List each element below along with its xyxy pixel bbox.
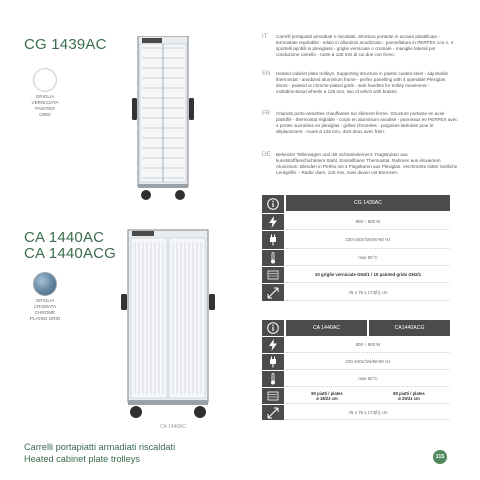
- lang-code-de: DE: [262, 152, 271, 158]
- info-icon: [262, 195, 284, 213]
- capacity-icon: [262, 388, 284, 404]
- plug-icon: [262, 231, 284, 249]
- spec1-header: CG 1439AC: [286, 195, 450, 211]
- spec2-temperature: max 80°C: [286, 371, 450, 387]
- spec-table-ca1440: [262, 320, 450, 420]
- spec1-capacity: 10 griglie verniciate GN2/1 / 10 painted grids GN2/1: [286, 267, 450, 283]
- model-title-ca1440ac: CA 1440AC: [24, 229, 105, 246]
- power-icon: [262, 214, 284, 230]
- dimensions-icon: [262, 284, 284, 301]
- painted-grid-swatch: [33, 68, 57, 92]
- model-title-cg1439ac: CG 1439AC: [24, 36, 107, 53]
- lang-code-en: EN: [262, 71, 271, 77]
- description-text-it: Carrelli portapiatti armadiati e riscaldati. Struttura portante in acciaio plastificato - termostato regolabile - telaio in alluminio anodizzato - pannellatura in PERFEX con n. 4 sportelli apribili in plexiglass - griglie verniciate o cromate - maniglie laterali per conduzione carrello - ruote ø 125 mm di cui due con freno.: [276, 34, 454, 58]
- footer-title-en: Heated cabinet plate trolleys: [24, 454, 140, 464]
- chrome-grid-label: GRIGLIA CROMATA CHROME PLATED GRID: [29, 298, 61, 321]
- thermometer-icon: [262, 371, 284, 387]
- description-text-fr: Chariots porte-assiettes chauffantes sur élément fermé. Structure portante en acier plastifié - thermostat réglable - corps en aluminium anodisé - panneaux en PERFEX avec 4 portes ouvrables en plexiglas - grilles chromées - poignées latérales pour le déplacement - roues ø 125 mm, dont deux avec frein.: [276, 111, 458, 135]
- spec2-voltage: 230-240V/1N/50-60 Hz: [286, 354, 450, 370]
- trolley-image-cg1439ac: [132, 36, 194, 202]
- lang-code-fr: FR: [262, 111, 270, 117]
- spec2-header-ca1440acg: CA1440ACG: [369, 320, 450, 336]
- thermometer-icon: [262, 250, 284, 266]
- spec1-temperature: max 80°C: [286, 250, 450, 266]
- footer-title-it: Carrelli portapiatti armadiati riscaldati: [24, 442, 176, 452]
- lang-code-it: IT: [262, 34, 268, 40]
- spec2-dimensions: 75 x 78 x 173(h) cm: [286, 405, 450, 420]
- spec2-capacity: [286, 388, 450, 404]
- spec1-dimensions: 75 x 78 x 173(h) cm: [286, 284, 450, 301]
- description-text-en: Heated cabinet plate trolleys. Supporting structure in plastic coated steel - adjustable thermostat - anodized aluminium frame - perfex panelling with 4 openable Plexiglas doors - painted or chrome-plated grids - side handles for trolley movement - multidirectional wheels ø 125 mm, two of which with brakes.: [276, 71, 449, 95]
- spec1-voltage: 230-240V/1N/50-60 Hz: [286, 231, 450, 249]
- power-icon: [262, 337, 284, 353]
- spec2-capacity-ca1440acg: 80 piatti / plates ø 25/31 cm: [393, 390, 425, 401]
- page-number-badge: 115: [433, 450, 447, 464]
- trolley-image-ca1440ac: [118, 228, 218, 420]
- spec1-power: 800 ÷ 800 W: [286, 214, 450, 230]
- description-text-de: Beheizter Tellerwagen und mit Schrankelement. Tragstruktur aus kunststoffbeschichtetem Stahl. Einstellbarer Thermostat. Rahmen aus eloxiertem Aluminium. Blenden in Perfex mit 4 Flügeltüren aus Plexiglas. Verchromte Gitter Seitliche Lenkgriffe. - Räder diam. 125 mm, zwei davon mit Bremsen.: [276, 152, 458, 176]
- painted-grid-label: GRIGLIA VERNICIATA PAINTED GRID: [31, 94, 59, 117]
- trolley-caption: CA 1440AC: [160, 424, 187, 430]
- plug-icon: [262, 354, 284, 370]
- chrome-grid-swatch: [33, 272, 57, 296]
- spec2-power: 800 ÷ 800 W: [286, 337, 450, 353]
- capacity-icon: [262, 267, 284, 283]
- dimensions-icon: [262, 405, 284, 420]
- spec2-header-ca1440ac: CA 1440AC: [286, 320, 367, 336]
- spec2-capacity-ca1440ac: 80 piatti / plates ø 18/23 cm: [311, 390, 343, 401]
- spec-table-cg1439ac: [262, 195, 450, 301]
- info-icon: [262, 320, 284, 336]
- model-title-ca1440acg: CA 1440ACG: [24, 245, 117, 262]
